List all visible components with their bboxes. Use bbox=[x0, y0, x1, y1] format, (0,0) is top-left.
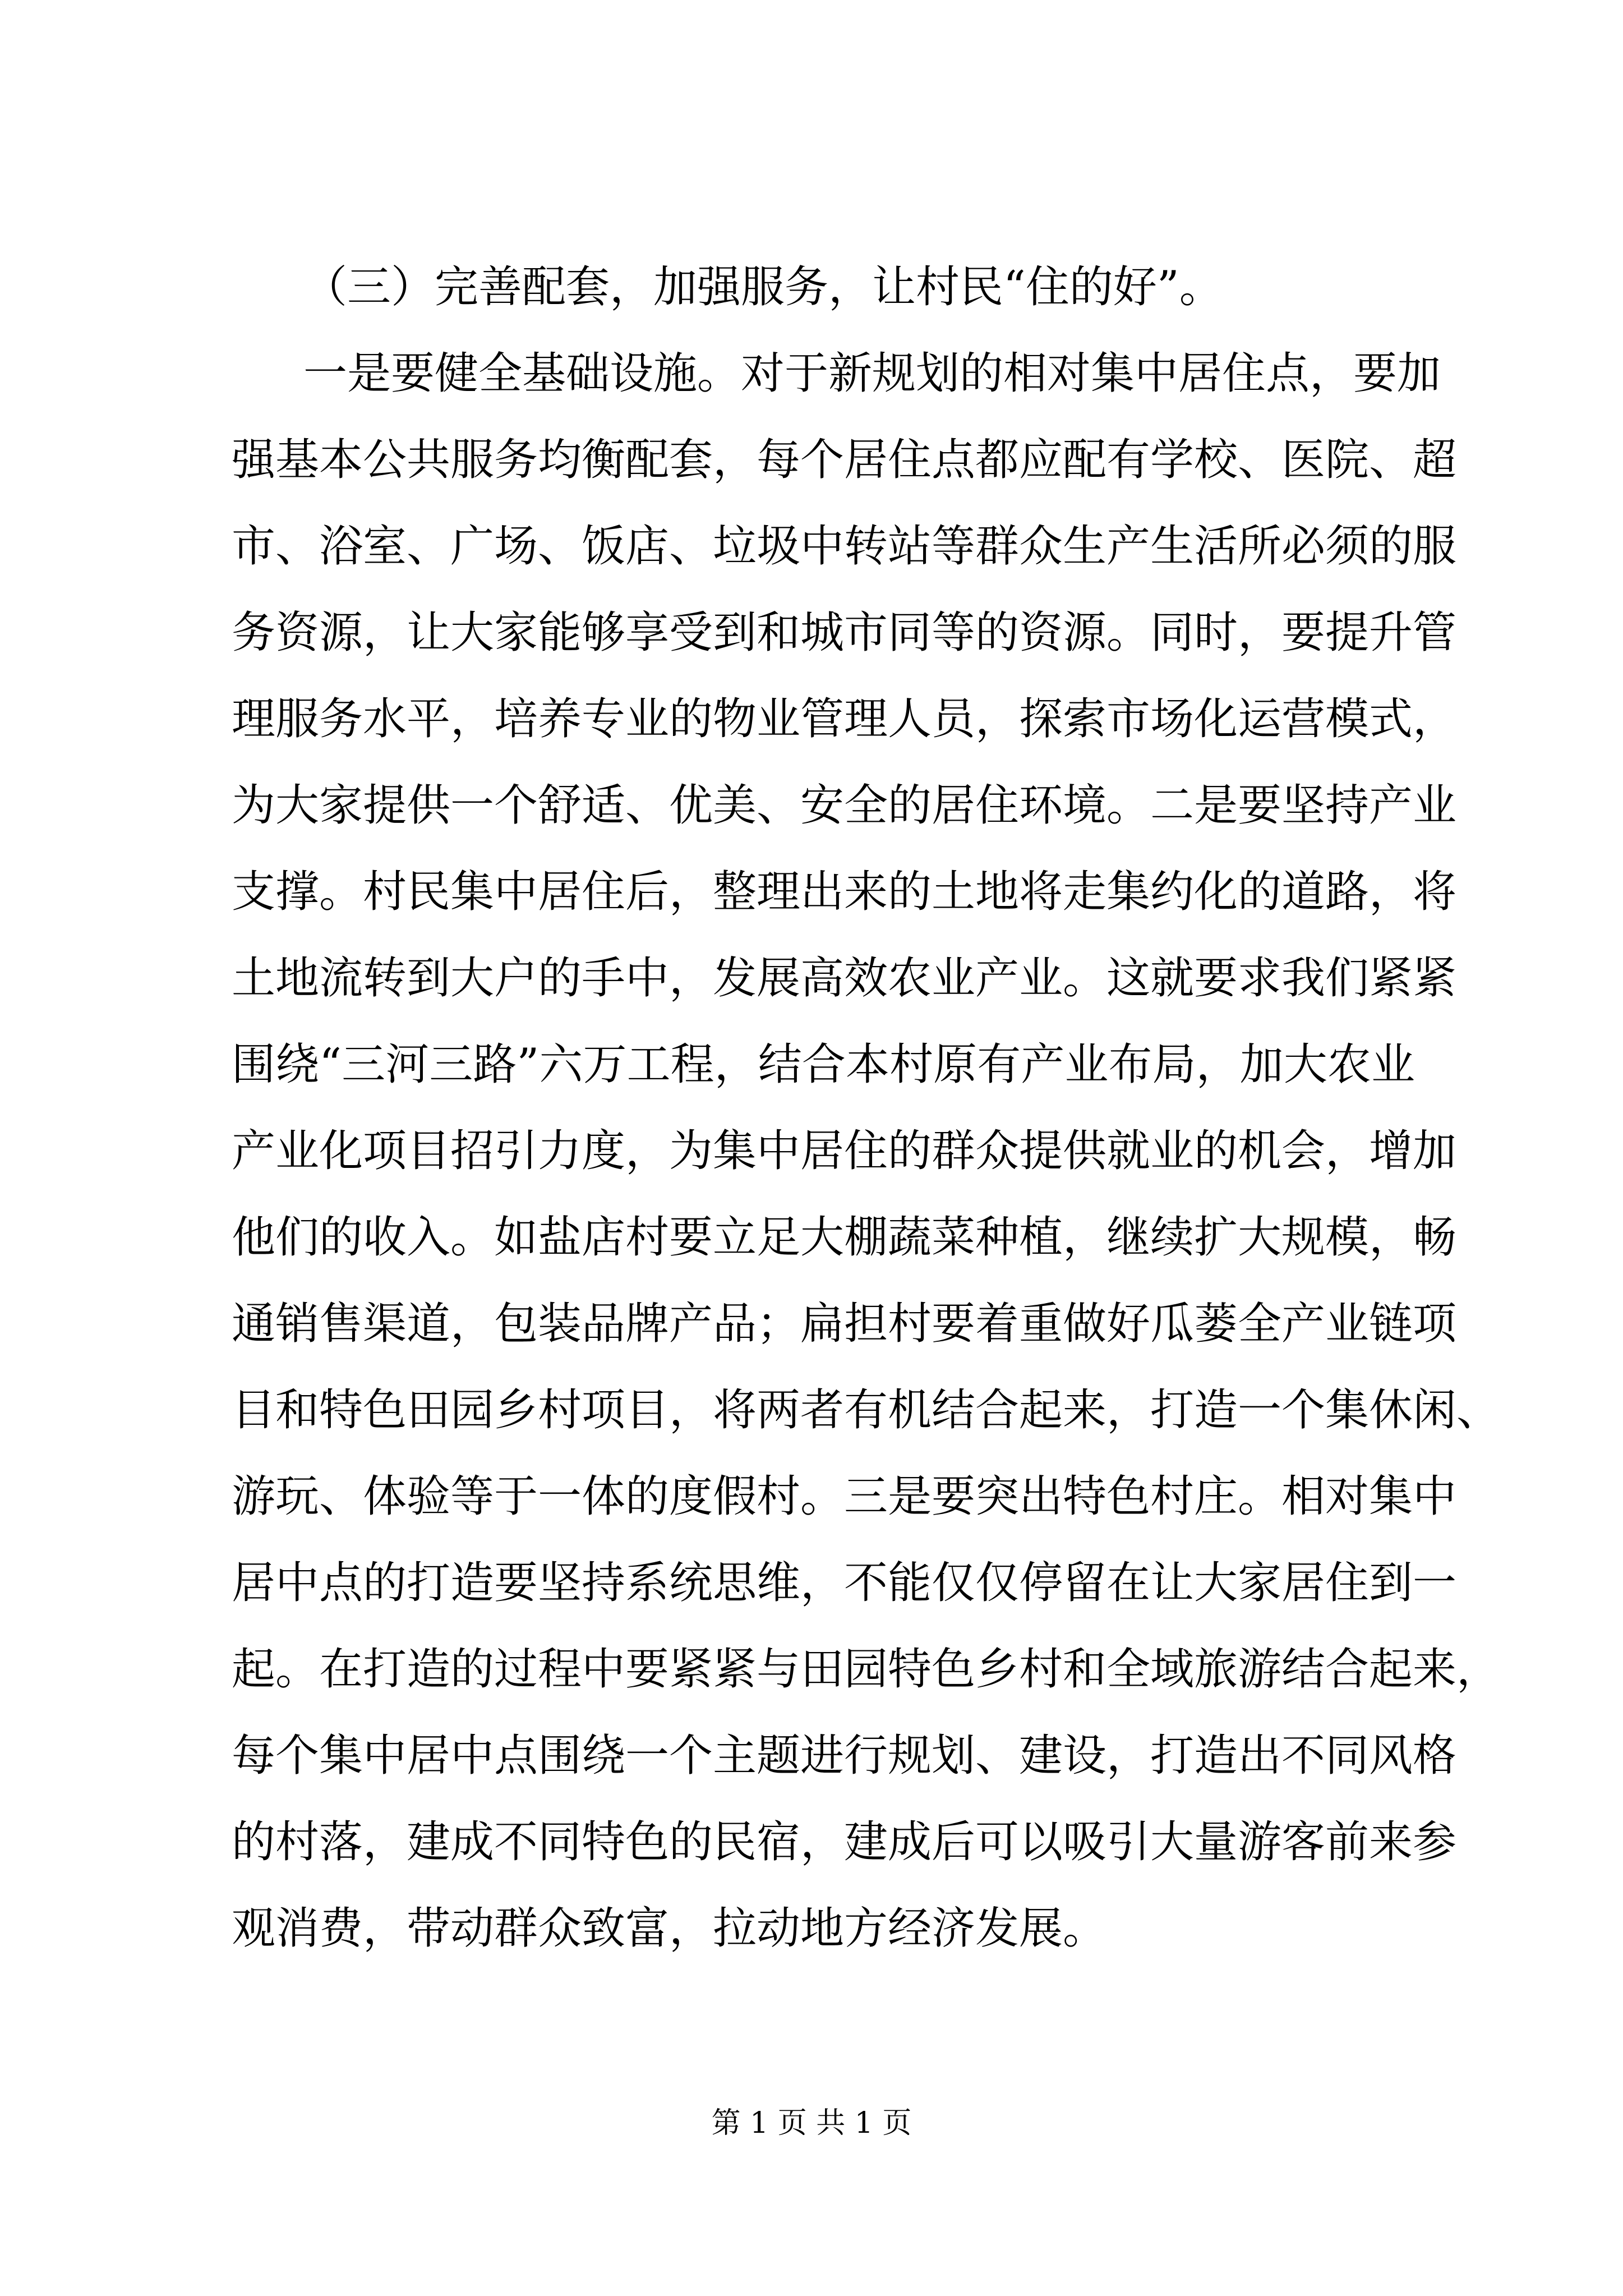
line-text: 居中点的打造要坚持系统思维，不能仅仅停留在让大家居住到一 bbox=[232, 1558, 1457, 1608]
paragraph-line bbox=[232, 330, 1441, 417]
paragraph-line bbox=[232, 1453, 1457, 1540]
paragraph-line bbox=[232, 849, 1457, 935]
document-body bbox=[232, 244, 1501, 1972]
line-text: 观消费，带动群众致富，拉动地方经济发展。 bbox=[232, 1903, 1107, 1954]
line-text: 产业化项目招引力度，为集中居住的群众提供就业的机会，增加 bbox=[232, 1126, 1457, 1176]
line-text: 一是要健全基础设施。对于新规划的相对集中居住点，要加 bbox=[303, 348, 1441, 399]
line-text: 的村落，建成不同特色的民宿，建成后可以吸引大量游客前来参 bbox=[232, 1817, 1457, 1867]
paragraph-line bbox=[232, 1022, 1415, 1108]
line-text: 起。在打造的过程中要紧紧与田园特色乡村和全域旅游结合起来， bbox=[232, 1644, 1501, 1695]
paragraph-line bbox=[232, 1367, 1501, 1453]
line-text: 围绕“三河三路”六万工程，结合本村原有产业布局，加大农业 bbox=[232, 1039, 1415, 1090]
paragraph-line bbox=[232, 417, 1457, 503]
line-text: 他们的收入。如盐店村要立足大棚蔬菜种植，继续扩大规模，畅 bbox=[232, 1212, 1457, 1263]
paragraph-line bbox=[232, 1108, 1457, 1194]
paragraph-line bbox=[232, 762, 1457, 849]
page-footer: 第 1 页 共 1 页 bbox=[711, 2106, 912, 2140]
paragraph-line bbox=[232, 1281, 1457, 1367]
line-text: 目和特色田园乡村项目，将两者有机结合起来，打造一个集休闲、 bbox=[232, 1385, 1501, 1435]
paragraph-line bbox=[232, 590, 1457, 676]
line-text: 强基本公共服务均衡配套，每个居住点都应配有学校、医院、超 bbox=[232, 435, 1457, 485]
paragraph-line bbox=[232, 1885, 1415, 1972]
line-text: 游玩、体验等于一体的度假村。三是要突出特色村庄。相对集中 bbox=[232, 1471, 1457, 1522]
paragraph-line bbox=[232, 1194, 1457, 1281]
paragraph-line bbox=[232, 1626, 1501, 1713]
line-text: 通销售渠道，包装品牌产品；扁担村要着重做好瓜蒌全产业链项 bbox=[232, 1299, 1457, 1349]
line-text: 支撑。村民集中居住后，整理出来的土地将走集约化的道路，将 bbox=[232, 867, 1457, 917]
paragraph-line bbox=[232, 1540, 1457, 1626]
paragraph-line bbox=[232, 503, 1457, 590]
line-text: 理服务水平，培养专业的物业管理人员，探索市场化运营模式， bbox=[232, 694, 1457, 744]
section-heading: （三）完善配套，加强服务，让村民“住的好”。 bbox=[303, 262, 1223, 312]
line-text: 务资源，让大家能够享受到和城市同等的资源。同时，要提升管 bbox=[232, 608, 1457, 658]
paragraph-line bbox=[232, 1713, 1457, 1799]
line-text: 每个集中居中点围绕一个主题进行规划、建设，打造出不同风格 bbox=[232, 1731, 1457, 1781]
line-text: 土地流转到大户的手中，发展高效农业产业。这就要求我们紧紧 bbox=[232, 953, 1457, 1004]
paragraph-line bbox=[232, 935, 1457, 1022]
line-text: 为大家提供一个舒适、优美、安全的居住环境。二是要坚持产业 bbox=[232, 780, 1457, 831]
paragraph-line bbox=[232, 676, 1457, 762]
line-text: 市、浴室、广场、饭店、垃圾中转站等群众生产生活所必须的服 bbox=[232, 521, 1457, 572]
paragraph-line bbox=[232, 1799, 1457, 1885]
